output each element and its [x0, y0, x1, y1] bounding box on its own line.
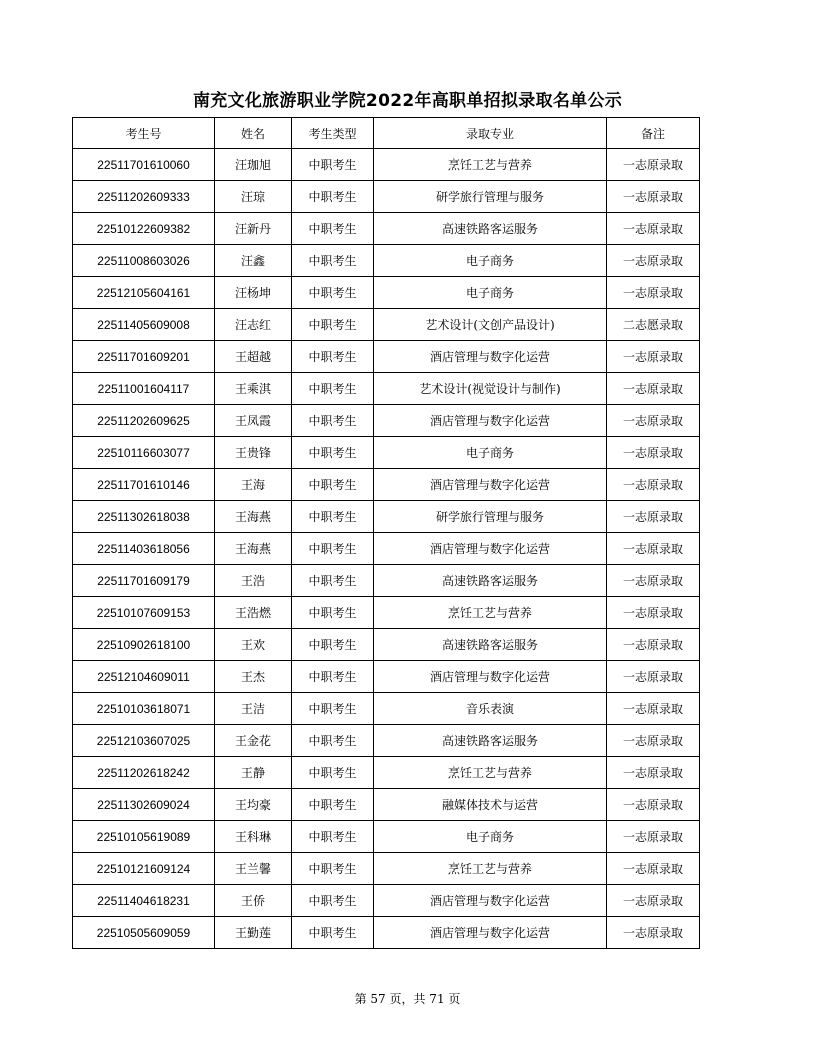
major-cell: 研学旅行管理与服务: [374, 181, 607, 213]
major-cell: 酒店管理与数字化运营: [374, 341, 607, 373]
remarks-cell: 一志原录取: [607, 277, 700, 309]
major-cell: 酒店管理与数字化运营: [374, 885, 607, 917]
remarks-cell: 一志原录取: [607, 181, 700, 213]
header-name: 姓名: [215, 118, 292, 149]
remarks-cell: 一志原录取: [607, 757, 700, 789]
table-row: [73, 885, 700, 917]
candidate-type-cell: 中职考生: [292, 693, 374, 725]
name-cell: 汪琼: [215, 181, 292, 213]
name-cell: 汪鑫: [215, 245, 292, 277]
remarks-cell: 一志原录取: [607, 437, 700, 469]
remarks-cell: 一志原录取: [607, 661, 700, 693]
table-row: [73, 565, 700, 597]
remarks-cell: 一志原录取: [607, 629, 700, 661]
candidate-number-cell: 22511202609333: [73, 181, 215, 213]
header-remarks: 备注: [607, 118, 700, 149]
candidate-number-cell: 22510902618100: [73, 629, 215, 661]
table-row: [73, 789, 700, 821]
remarks-cell: 一志原录取: [607, 565, 700, 597]
table-row: [73, 501, 700, 533]
remarks-cell: 一志原录取: [607, 693, 700, 725]
name-cell: 王浩: [215, 565, 292, 597]
candidate-number-cell: 22510122609382: [73, 213, 215, 245]
name-cell: 王兰馨: [215, 853, 292, 885]
major-cell: 烹饪工艺与营养: [374, 853, 607, 885]
candidate-number-cell: 22510116603077: [73, 437, 215, 469]
remarks-cell: 一志原录取: [607, 853, 700, 885]
name-cell: 王凤霞: [215, 405, 292, 437]
remarks-cell: 一志原录取: [607, 469, 700, 501]
remarks-cell: 一志原录取: [607, 821, 700, 853]
candidate-number-cell: 22511302609024: [73, 789, 215, 821]
table-row: [73, 309, 700, 341]
table-header-row: [73, 118, 700, 149]
candidate-type-cell: 中职考生: [292, 757, 374, 789]
candidate-number-cell: 22511302618038: [73, 501, 215, 533]
table-row: [73, 373, 700, 405]
major-cell: 音乐表演: [374, 693, 607, 725]
table-row: [73, 821, 700, 853]
name-cell: 汪新丹: [215, 213, 292, 245]
name-cell: 王科琳: [215, 821, 292, 853]
remarks-cell: 一志原录取: [607, 405, 700, 437]
candidate-type-cell: 中职考生: [292, 437, 374, 469]
table-row: [73, 757, 700, 789]
name-cell: 王超越: [215, 341, 292, 373]
major-cell: 烹饪工艺与营养: [374, 757, 607, 789]
remarks-cell: 一志原录取: [607, 341, 700, 373]
table-row: [73, 341, 700, 373]
candidate-type-cell: 中职考生: [292, 213, 374, 245]
remarks-cell: 一志原录取: [607, 501, 700, 533]
remarks-cell: 一志原录取: [607, 885, 700, 917]
major-cell: 电子商务: [374, 277, 607, 309]
candidate-number-cell: 22512104609011: [73, 661, 215, 693]
candidate-type-cell: 中职考生: [292, 181, 374, 213]
candidate-number-cell: 22511403618056: [73, 533, 215, 565]
table-row: [73, 853, 700, 885]
candidate-number-cell: 22511202618242: [73, 757, 215, 789]
candidate-number-cell: 22510505609059: [73, 917, 215, 949]
name-cell: 王海: [215, 469, 292, 501]
candidate-type-cell: 中职考生: [292, 597, 374, 629]
major-cell: 酒店管理与数字化运营: [374, 533, 607, 565]
candidate-type-cell: 中职考生: [292, 309, 374, 341]
major-cell: 电子商务: [374, 245, 607, 277]
remarks-cell: 一志原录取: [607, 213, 700, 245]
name-cell: 王海燕: [215, 533, 292, 565]
name-cell: 王侨: [215, 885, 292, 917]
name-cell: 汪杨坤: [215, 277, 292, 309]
table-row: [73, 693, 700, 725]
table-row: [73, 149, 700, 181]
major-cell: 酒店管理与数字化运营: [374, 469, 607, 501]
major-cell: 高速铁路客运服务: [374, 725, 607, 757]
candidate-type-cell: 中职考生: [292, 533, 374, 565]
header-major: 录取专业: [374, 118, 607, 149]
candidate-number-cell: 22512103607025: [73, 725, 215, 757]
name-cell: 王乘淇: [215, 373, 292, 405]
table-row: [73, 213, 700, 245]
candidate-type-cell: 中职考生: [292, 629, 374, 661]
candidate-type-cell: 中职考生: [292, 245, 374, 277]
major-cell: 艺术设计(文创产品设计): [374, 309, 607, 341]
name-cell: 王浩燃: [215, 597, 292, 629]
table-row: [73, 533, 700, 565]
candidate-type-cell: 中职考生: [292, 853, 374, 885]
table-row: [73, 181, 700, 213]
candidate-type-cell: 中职考生: [292, 725, 374, 757]
candidate-type-cell: 中职考生: [292, 821, 374, 853]
candidate-type-cell: 中职考生: [292, 885, 374, 917]
remarks-cell: 一志原录取: [607, 245, 700, 277]
candidate-number-cell: 22512105604161: [73, 277, 215, 309]
remarks-cell: 一志原录取: [607, 373, 700, 405]
candidate-number-cell: 22511202609625: [73, 405, 215, 437]
candidate-number-cell: 22511701610146: [73, 469, 215, 501]
name-cell: 王金花: [215, 725, 292, 757]
candidate-type-cell: 中职考生: [292, 373, 374, 405]
major-cell: 高速铁路客运服务: [374, 213, 607, 245]
candidate-number-cell: 22510103618071: [73, 693, 215, 725]
candidate-number-cell: 22511008603026: [73, 245, 215, 277]
candidate-number-cell: 22510121609124: [73, 853, 215, 885]
candidate-number-cell: 22511405609008: [73, 309, 215, 341]
table-row: [73, 725, 700, 757]
candidate-type-cell: 中职考生: [292, 149, 374, 181]
name-cell: 王欢: [215, 629, 292, 661]
candidate-number-cell: 22511701609201: [73, 341, 215, 373]
name-cell: 汪志红: [215, 309, 292, 341]
remarks-cell: 一志原录取: [607, 597, 700, 629]
major-cell: 高速铁路客运服务: [374, 629, 607, 661]
remarks-cell: 一志原录取: [607, 725, 700, 757]
major-cell: 酒店管理与数字化运营: [374, 405, 607, 437]
name-cell: 王杰: [215, 661, 292, 693]
table-row: [73, 437, 700, 469]
candidate-type-cell: 中职考生: [292, 501, 374, 533]
header-candidate-number: 考生号: [73, 118, 215, 149]
table-row: [73, 629, 700, 661]
header-candidate-type: 考生类型: [292, 118, 374, 149]
major-cell: 艺术设计(视觉设计与制作): [374, 373, 607, 405]
candidate-type-cell: 中职考生: [292, 565, 374, 597]
candidate-type-cell: 中职考生: [292, 789, 374, 821]
name-cell: 王贵锋: [215, 437, 292, 469]
candidate-number-cell: 22510105619089: [73, 821, 215, 853]
name-cell: 王勤莲: [215, 917, 292, 949]
table-row: [73, 469, 700, 501]
admission-table: [72, 117, 700, 949]
page-footer: 第 57 页，共 71 页: [354, 992, 461, 1006]
candidate-number-cell: 22511404618231: [73, 885, 215, 917]
candidate-type-cell: 中职考生: [292, 661, 374, 693]
candidate-type-cell: 中职考生: [292, 469, 374, 501]
page-title: 南充文化旅游职业学院2022年高职单招拟录取名单公示: [192, 91, 623, 111]
table-row: [73, 597, 700, 629]
candidate-number-cell: 22511701609179: [73, 565, 215, 597]
major-cell: 电子商务: [374, 437, 607, 469]
major-cell: 烹饪工艺与营养: [374, 149, 607, 181]
candidate-type-cell: 中职考生: [292, 277, 374, 309]
major-cell: 酒店管理与数字化运营: [374, 917, 607, 949]
candidate-type-cell: 中职考生: [292, 405, 374, 437]
table-row: [73, 277, 700, 309]
name-cell: 王海燕: [215, 501, 292, 533]
major-cell: 酒店管理与数字化运营: [374, 661, 607, 693]
candidate-number-cell: 22510107609153: [73, 597, 215, 629]
candidate-type-cell: 中职考生: [292, 917, 374, 949]
table-row: [73, 245, 700, 277]
candidate-number-cell: 22511701610060: [73, 149, 215, 181]
remarks-cell: 一志原录取: [607, 917, 700, 949]
candidate-number-cell: 22511001604117: [73, 373, 215, 405]
name-cell: 汪珈旭: [215, 149, 292, 181]
major-cell: 高速铁路客运服务: [374, 565, 607, 597]
table-row: [73, 405, 700, 437]
table-body: [73, 149, 700, 949]
table-row: [73, 661, 700, 693]
name-cell: 王均豪: [215, 789, 292, 821]
name-cell: 王静: [215, 757, 292, 789]
remarks-cell: 一志原录取: [607, 789, 700, 821]
candidate-type-cell: 中职考生: [292, 341, 374, 373]
major-cell: 融媒体技术与运营: [374, 789, 607, 821]
remarks-cell: 二志愿录取: [607, 309, 700, 341]
major-cell: 烹饪工艺与营养: [374, 597, 607, 629]
major-cell: 研学旅行管理与服务: [374, 501, 607, 533]
table-row: [73, 917, 700, 949]
name-cell: 王洁: [215, 693, 292, 725]
remarks-cell: 一志原录取: [607, 533, 700, 565]
major-cell: 电子商务: [374, 821, 607, 853]
remarks-cell: 一志原录取: [607, 149, 700, 181]
